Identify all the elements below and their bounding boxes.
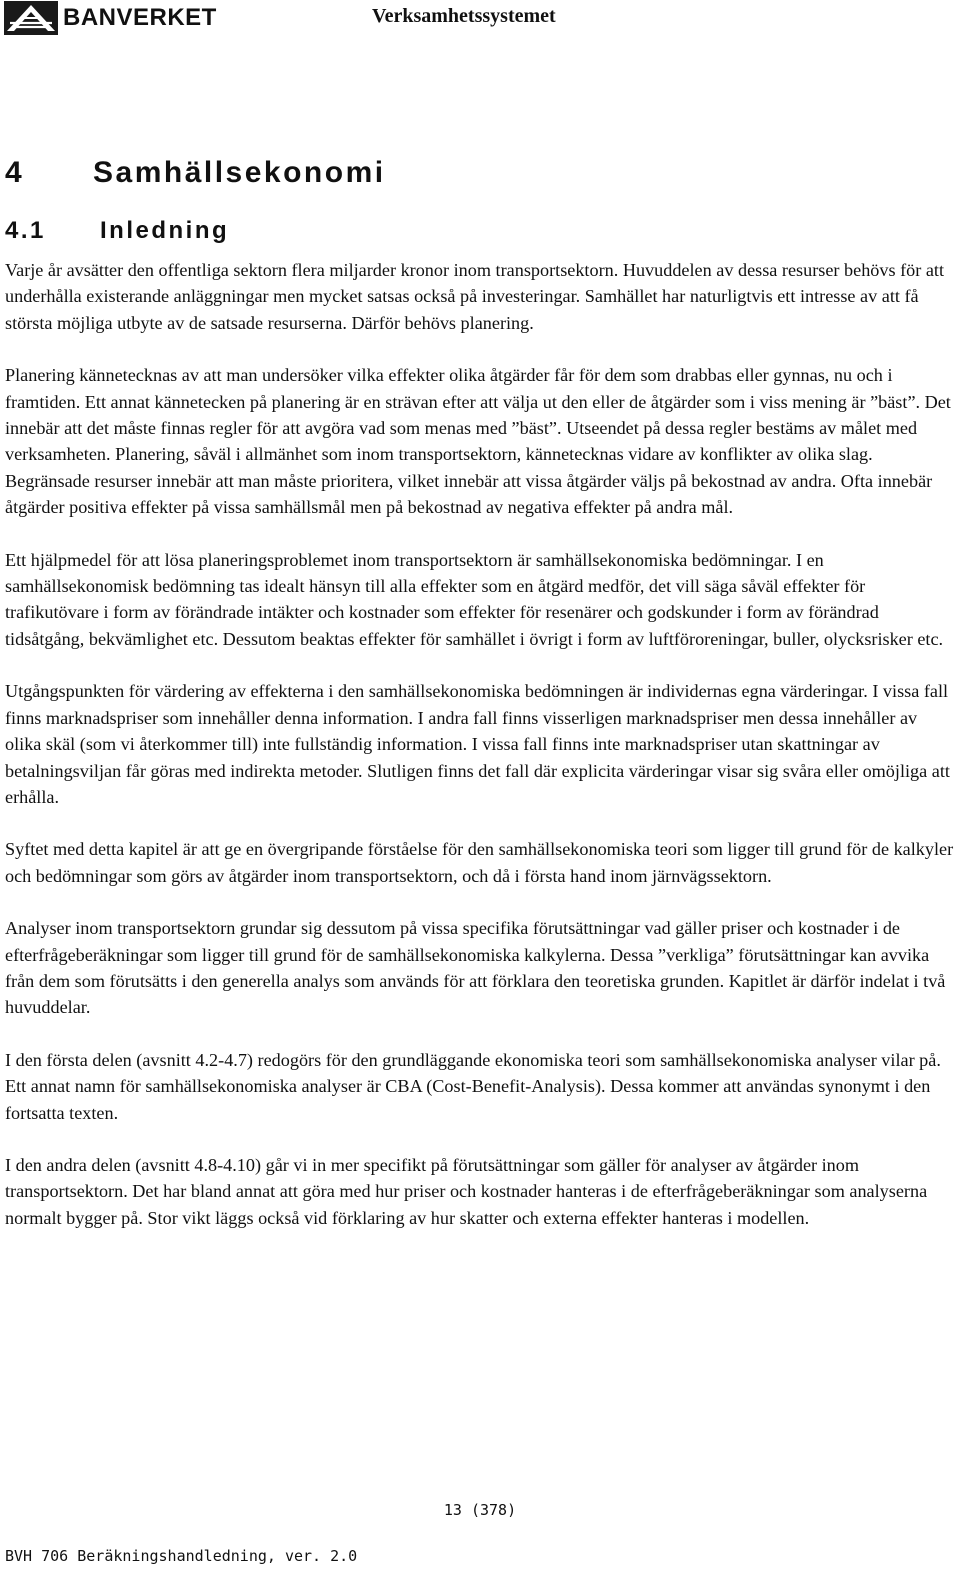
page-header	[0, 0, 960, 40]
paragraph: Analyser inom transportsektorn grundar sig dessutom på vissa specifika förutsättningar vad gäller priser och kostnader i de efterfrågeberäkningar som ligger till grund för de samhällsekonomiska kalkylerna. Dessa ”verkliga” förutsättningar kan avvika från dem som förutsätts i den generella analys som används för att förklara den teoretiska grunden. Kapitlet är därför indelat i två huvuddelar.	[5, 918, 946, 1018]
section-number: 4.1	[5, 217, 46, 244]
footer-divider	[0, 1540, 960, 1541]
paragraph: I den första delen (avsnitt 4.2-4.7) redogörs för den grundläggande ekonomiska teori som samhällsekonomiska analyser vilar på. Ett annat namn för samhällsekonomiska analyser är CBA (Cost-Benefit-Analysis). Dessa kommer att användas synonymt i den fortsatta texten.	[5, 1049, 941, 1123]
footer-document-name: BVH 706 Beräkningshandledning, ver. 2.0	[5, 1547, 358, 1565]
page-number: 13 (378)	[443, 1501, 517, 1519]
logo-text: BANVERKET	[63, 4, 217, 31]
chapter-title: Samhällsekonomi	[93, 156, 386, 189]
banverket-logo	[4, 1, 217, 35]
paragraph: Syftet med detta kapitel är att ge en övergripande förståelse för den samhällsekonomiska teori som ligger till grund för de kalkyler och bedömningar som görs av åtgärder inom transportsektorn, och då i första hand inom järnvägssektorn.	[5, 839, 954, 886]
chapter-number: 4	[5, 156, 25, 189]
section-heading	[5, 215, 229, 247]
paragraph: Varje år avsätter den offentliga sektorn flera miljarder kronor inom transportsektorn. Huvuddelen av dessa resurser behövs för att underhålla existerande anläggningar men mycket satsas också på investeringar. Samhället har naturligtvis ett intresse av att få största möjliga utbyte av de satsade resurserna. Därför behövs planering.	[5, 260, 945, 333]
paragraph: I den andra delen (avsnitt 4.8-4.10) går vi in mer specifikt på förutsättningar som gäller för analyser av åtgärder inom transportsektorn. Det har bland annat att göra med hur priser och kostnader hanteras i de efterfrågeberäkningar som analyserna normalt bygger på. Stor vikt läggs också vid förklaring av hur skatter och externa effekter hanteras i modellen.	[5, 1154, 928, 1228]
body-text	[5, 257, 955, 1257]
section-title: Inledning	[100, 217, 230, 244]
paragraph: Planering kännetecknas av att man undersöker vilka effekter olika åtgärder får för dem som drabbas eller gynnas, nu och i framtiden. Ett annat kännetecken på planering är en strävan efter att välja ut den eller de åtgärder som i viss mening är ”bäst”. Det innebär att det måste finnas regler för att avgöra vad som menas med ”bäst”. Utseendet på dessa regler bestäms av målet med verksamheten. Planering, såväl i allmänhet som inom transportsektorn, kännetecknas vidare av konflikter av olika slag. Begränsade resurser innebär att man måste prioritera, vilket innebär att vissa åtgärder väljs på bekostnad av andra. Ofta innebär åtgärder positiva effekter på vissa samhällsmål men på bekostnad av negativa effekter på andra mål.	[5, 365, 951, 518]
banverket-rail-logo-icon	[4, 1, 58, 35]
chapter-heading	[5, 154, 386, 192]
header-title: Verksamhetssystemet	[372, 5, 556, 27]
paragraph: Utgångspunkten för värdering av effekterna i den samhällsekonomiska bedömningen är individernas egna värderingar. I vissa fall finns marknadspriser som innehåller denna information. I andra fall finns visserligen marknadspriser men dessa innehåller av olika skäl (som vi återkommer till) inte fullständig information. I vissa fall finns inte marknadspriser utan skattningar av betalningsviljan får göras med indirekta metoder. Slutligen finns det fall där explicita värderingar visar sig svåra eller omöjliga att erhålla.	[5, 681, 950, 807]
paragraph: Ett hjälpmedel för att lösa planeringsproblemet inom transportsektorn är samhällsekonomiska bedömningar. I en samhällsekonomisk bedömning tas idealt hänsyn till alla effekter som en åtgärd medför, det vill säga såväl effekter för trafikutövare i form av förändrade intäkter och kostnader som effekter för resenärer och godskunder i form av förändrad tidsåtgång, bekvämlighet etc. Dessutom beaktas effekter för samhället i övrigt i form av luftföroreningar, buller, olycksrisker etc.	[5, 549, 944, 649]
